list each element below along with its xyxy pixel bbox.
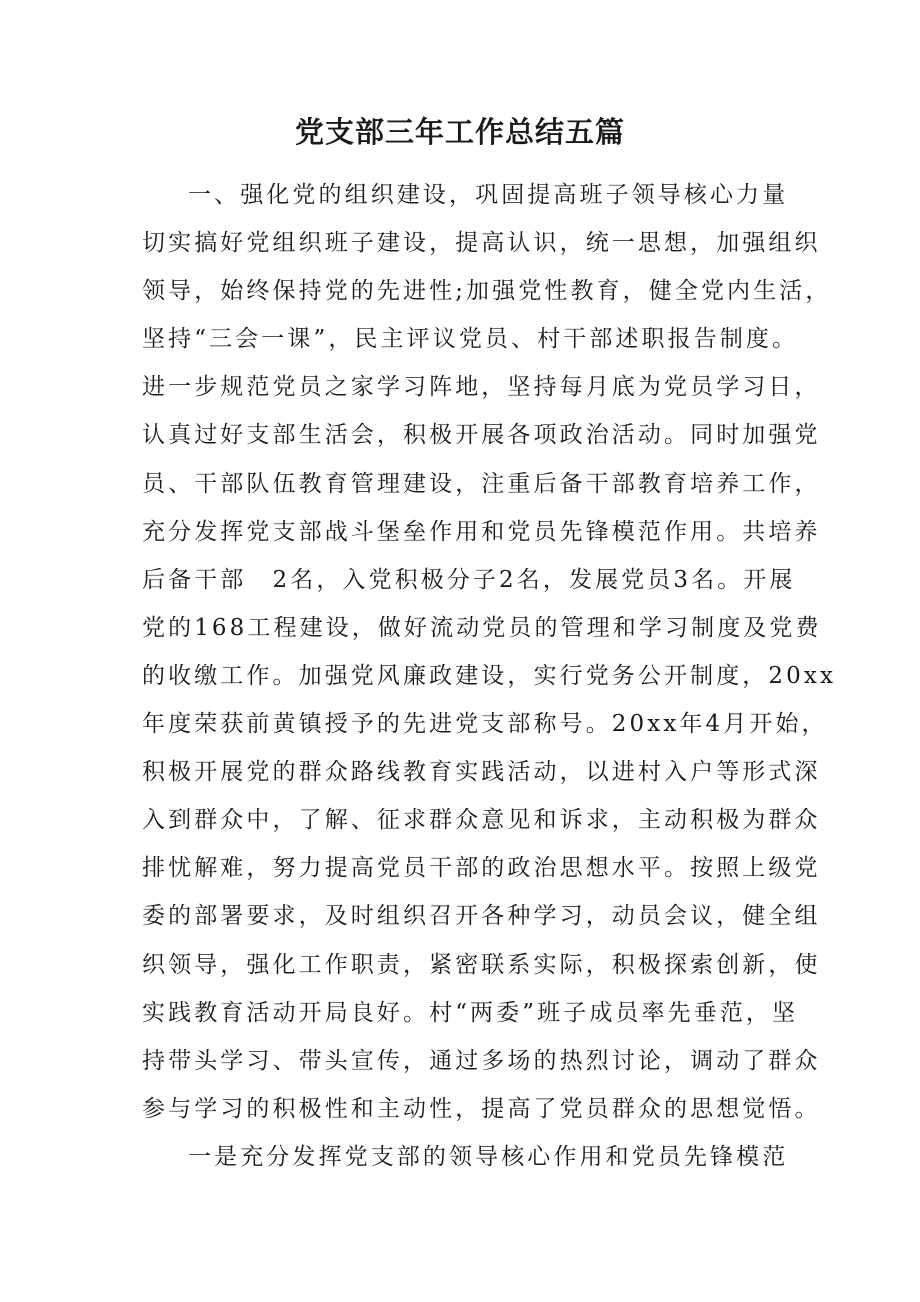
body-line-8: 充分发挥党支部战斗堡垒作用和党员先锋模范作用。共培养 [142,518,821,545]
body-line-16: 委的部署要求，及时组织召开各种学习，动员会议，健全组 [142,903,821,930]
body-line-9: 后备干部 2名，入党积极分子2名，发展党员3名。开展 [142,566,796,593]
body-line-11: 的收缴工作。加强党风廉政建设，实行党务公开制度，20xx [142,662,837,689]
body-line-6: 认真过好支部生活会，积极开展各项政治活动。同时加强党 [142,422,821,449]
body-line-18: 实践教育活动开局良好。村“两委”班子成员率先垂范，坚 [142,999,799,1026]
document-body [142,171,837,1181]
body-line-17: 织领导，强化工作职责，紧密联系实际，积极探索创新，使 [142,951,821,978]
body-line-20: 参与学习的积极性和主动性，提高了党员群众的思想觉悟。 [142,1095,821,1122]
body-line-12: 年度荣获前黄镇授予的先进党支部称号。20xx年4月开始， [142,711,828,738]
body-line-5: 进一步规范党员之家学习阵地，坚持每月底为党员学习日， [142,374,821,401]
body-line-7: 员、干部队伍教育管理建设，注重后备干部教育培养工作， [142,470,821,497]
document-title: 党支部三年工作总结五篇 [294,115,625,149]
body-line-2: 切实搞好党组织班子建设，提高认识，统一思想，加强组织 [142,230,821,257]
body-line-4: 坚持“三会一课”，民主评议党员、村干部述职报告制度。 [142,326,799,353]
body-line-1: 一、强化党的组织建设，巩固提高班子领导核心力量 [188,182,789,208]
body-line-3: 领导，始终保持党的先进性;加强党性教育，健全党内生活， [142,278,832,305]
body-line-10: 党的168工程建设，做好流动党员的管理和学习制度及党费 [142,614,822,641]
body-line-21: 一是充分发挥党支部的领导核心作用和党员先锋模范 [188,1143,789,1170]
body-line-19: 持带头学习、带头宣传，通过多场的热烈讨论，调动了群众 [142,1047,821,1074]
body-line-14: 入到群众中，了解、征求群众意见和诉求，主动积极为群众 [142,807,821,834]
body-line-15: 排忧解难，努力提高党员干部的政治思想水平。按照上级党 [142,855,821,882]
body-line-13: 积极开展党的群众路线教育实践活动，以进村入户等形式深 [142,759,821,786]
